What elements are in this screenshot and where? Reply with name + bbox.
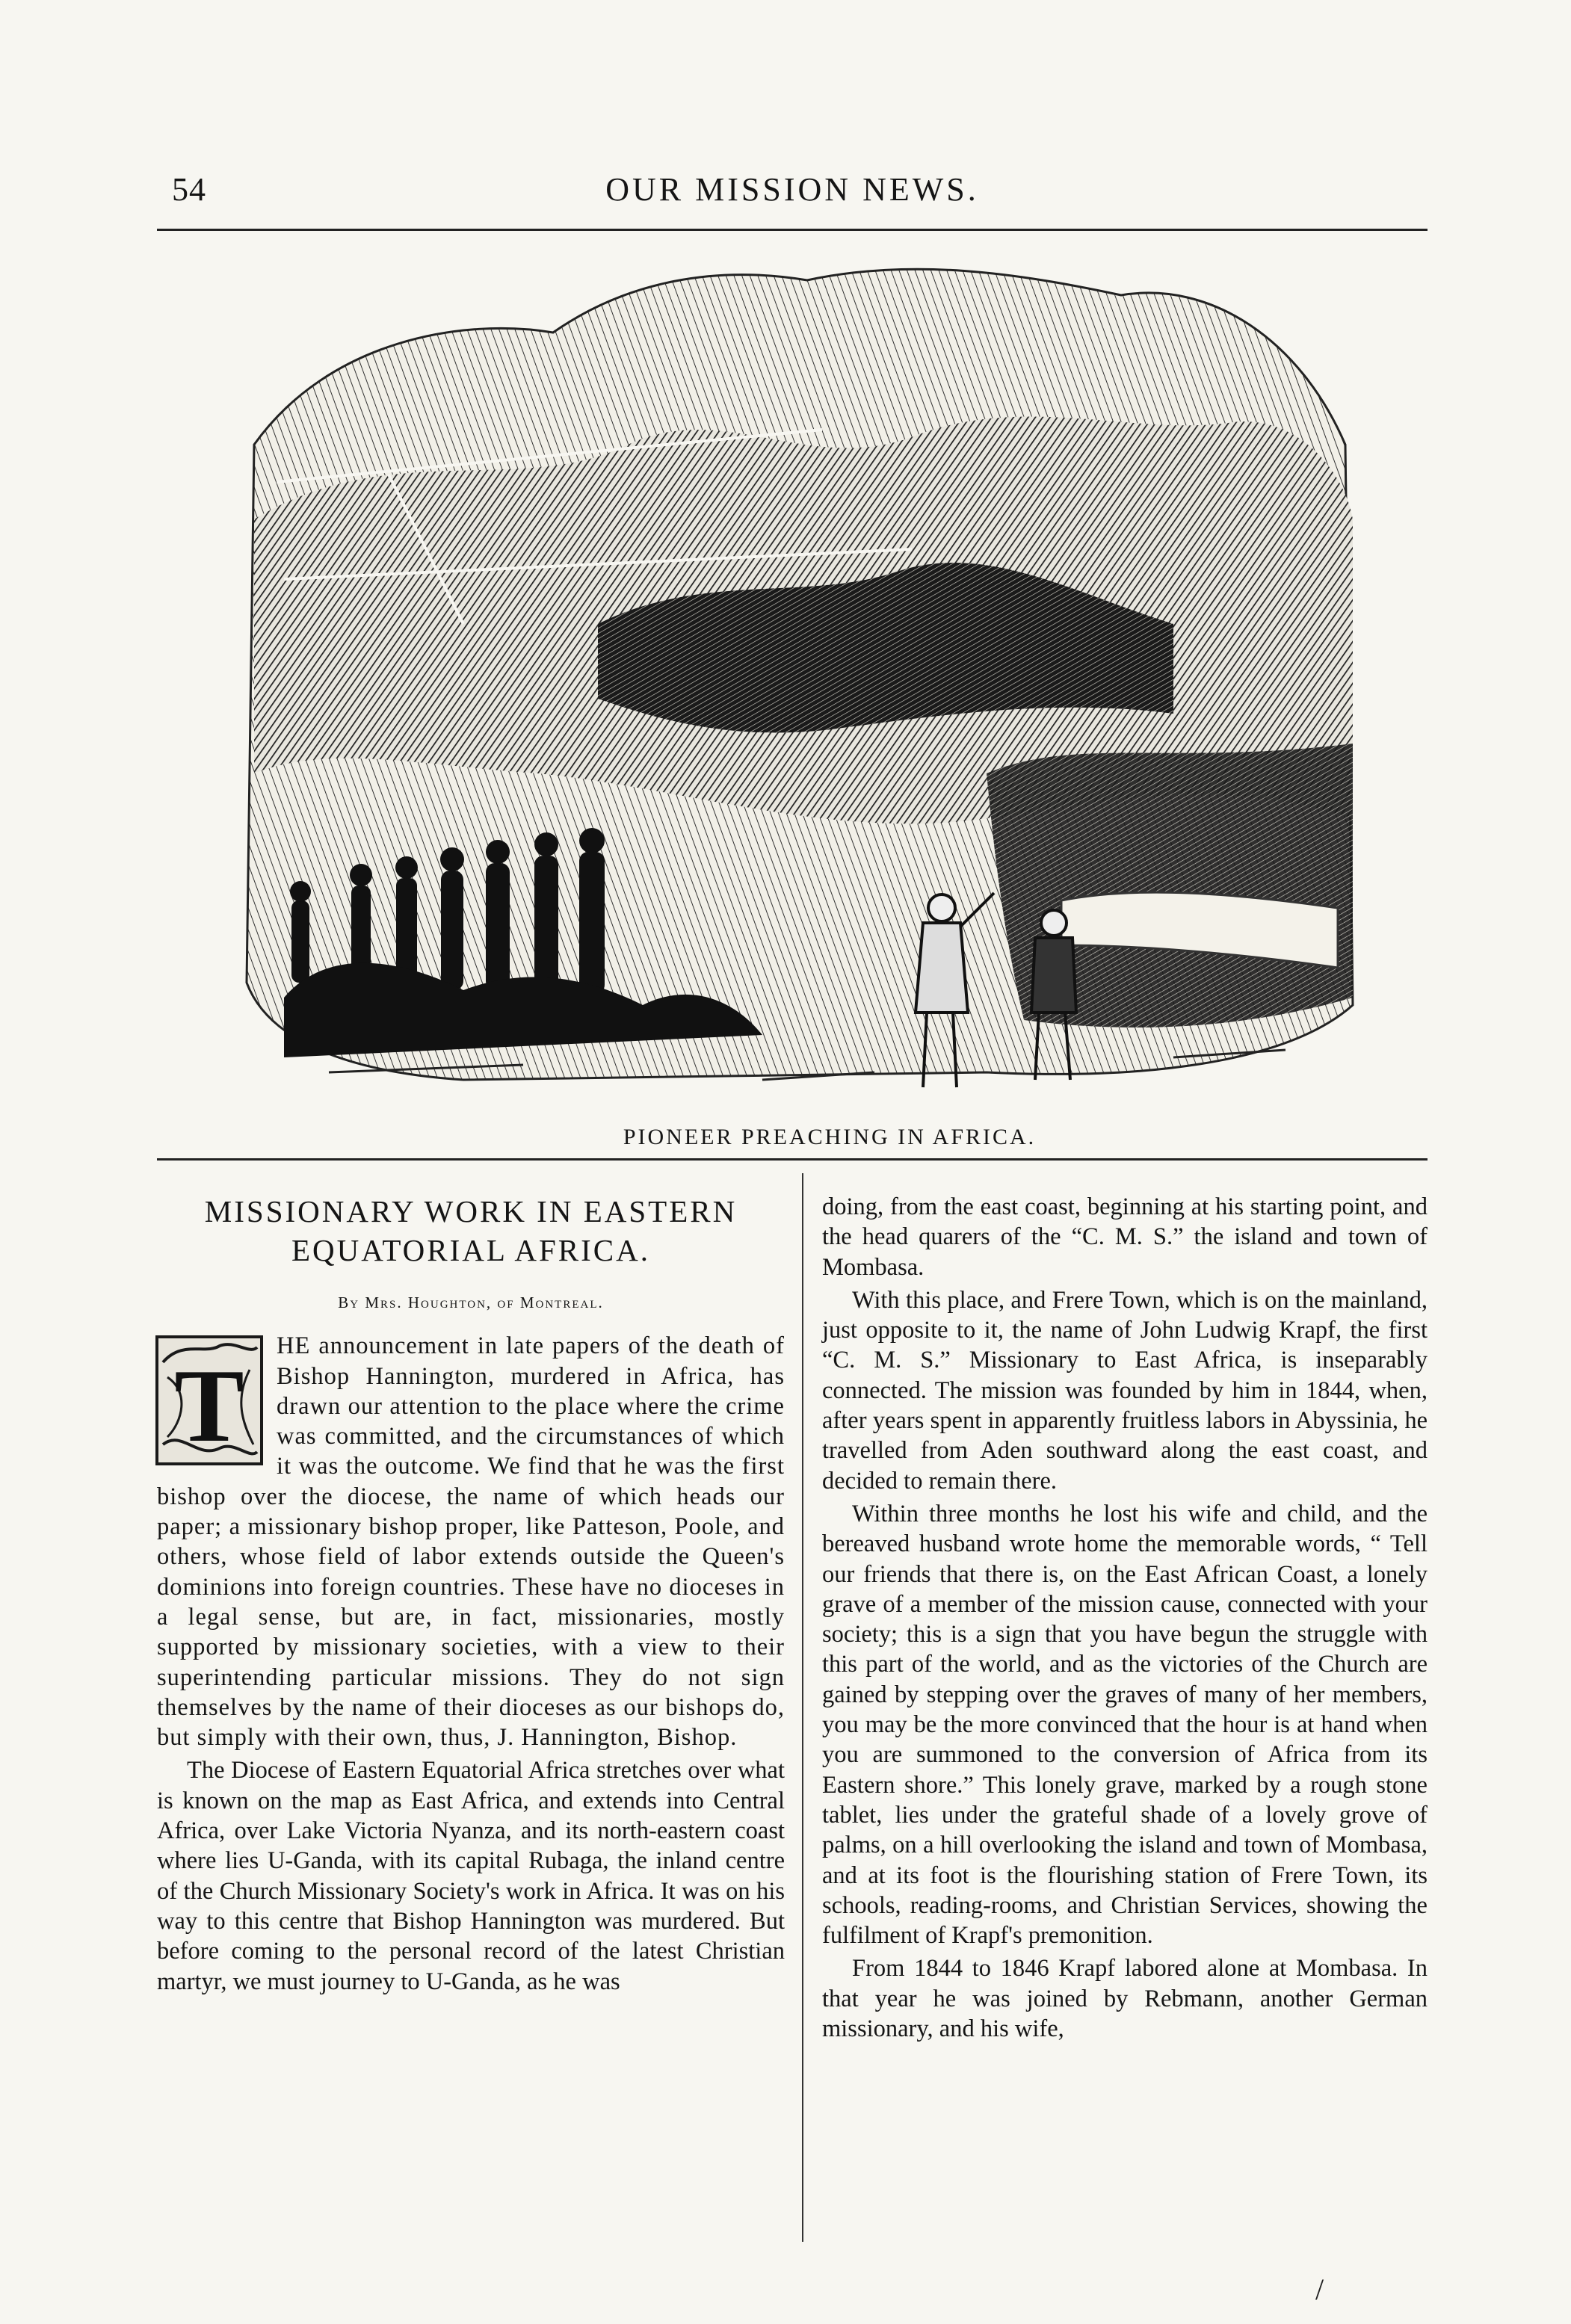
page-header <box>157 170 1428 223</box>
paragraph-krapf: With this place, and Frere Town, which is on the mainland, just opposite to it, the name of John Ludwig Krapf, the first “C. M. S.” Missionary to East Africa, is inseparably connected. The mission was founded by him in 1844, when, after years spent in apparently fruitless labors in Abyssinia, he travelled from Aden southward along the east coast, and decided to remain there. <box>822 1286 1428 1495</box>
lead-text: HE announcement in late papers of the death of Bishop Hannington, murdered in Africa, has drawn our attention to the place where the crime was committed, and the circumstances of which it was the outcome. We find that he was the first bishop over the diocese, the name of which heads our paper; a missionary bishop proper, like Patteson, Poole, and others, whose field of labor extends outside the Queen's dominions into foreign countries. These have no dioceses in a legal sense, but are, in fact, missionaries, mostly supported by missionary societies, with a view to their superintending particular missions. They do not sign themselves by the name of their dioceses as our bishops do, but simply with their own, thus, J. Hannington, Bishop. <box>157 1332 785 1752</box>
article-title <box>157 1192 785 1270</box>
article-title-line-2: EQUATORIAL AFRICA. <box>291 1233 650 1267</box>
caption-rule <box>157 1158 1428 1161</box>
page-mark: / <box>1315 2272 1324 2306</box>
paragraph-lonely-grave: Within three months he lost his wife and child, and the bereaved husband wrote home the memorable words, “ Tell our friends that there is, on the East African Coast, a lonely grave of a member of the mission cause, connected with your society; this is a sign that you have begun the struggle with this part of the world, and as the victories of the Church are gained by stepping over the graves of many of her members, you may be the more convinced that the hour is at hand when you are summoned to the conversion of Africa from its Eastern shore.” This lonely grave, marked by a rough stone tablet, lies under the grateful shade of a lovely grove of palms, on a hill overlooking the island and town of Mombasa, and at its foot is the flourishing station of Frere Town, its schools, reading-rooms, and Christian Services, showing the fulfilment of Krapf's premonition. <box>822 1500 1428 1950</box>
right-column <box>822 1192 1428 2047</box>
paragraph-rebmann: From 1844 to 1846 Krapf labored alone at Mombasa. In that year he was joined by Rebmann, another German missionary, and his wife, <box>822 1955 1428 2043</box>
page-number: 54 <box>172 171 206 208</box>
illustration-caption: PIONEER PREACHING IN AFRICA. <box>623 1125 1037 1149</box>
engraving-illustration <box>239 250 1368 1102</box>
ornamental-dropcap <box>152 1332 266 1471</box>
article-byline: By Mrs. Houghton, of Montreal. <box>338 1294 604 1311</box>
header-rule <box>157 229 1428 231</box>
running-title: OUR MISSION NEWS. <box>605 171 979 208</box>
engraving-image <box>239 250 1368 1102</box>
column-divider <box>802 1173 803 2242</box>
dropcap-ornament <box>152 1332 266 1471</box>
lead-paragraph <box>157 1331 785 1752</box>
paragraph-diocese: The Diocese of Eastern Equatorial Africa stretches over what is known on the map as East Africa, and extends into Central Africa, over Lake Victoria Nyanza, and its north-eastern coast where lies U-Ganda, with its capital Rubaga, the inland centre of the Church Missionary Society's work in Africa. It was on his way to this centre that Bishop Hannington was murdered. But before coming to the personal record of the latest Christian martyr, we must journey to U-Ganda, as he was <box>157 1757 785 1995</box>
paragraph-continued: doing, from the east coast, beginning at his starting point, and the head quarers of the “C. M. S.” the island and town of Mombasa. <box>822 1193 1428 1281</box>
article-title-line-1: MISSIONARY WORK IN EASTERN <box>204 1194 738 1229</box>
dropcap-letter: T <box>174 1348 244 1465</box>
left-column <box>157 1192 785 2000</box>
